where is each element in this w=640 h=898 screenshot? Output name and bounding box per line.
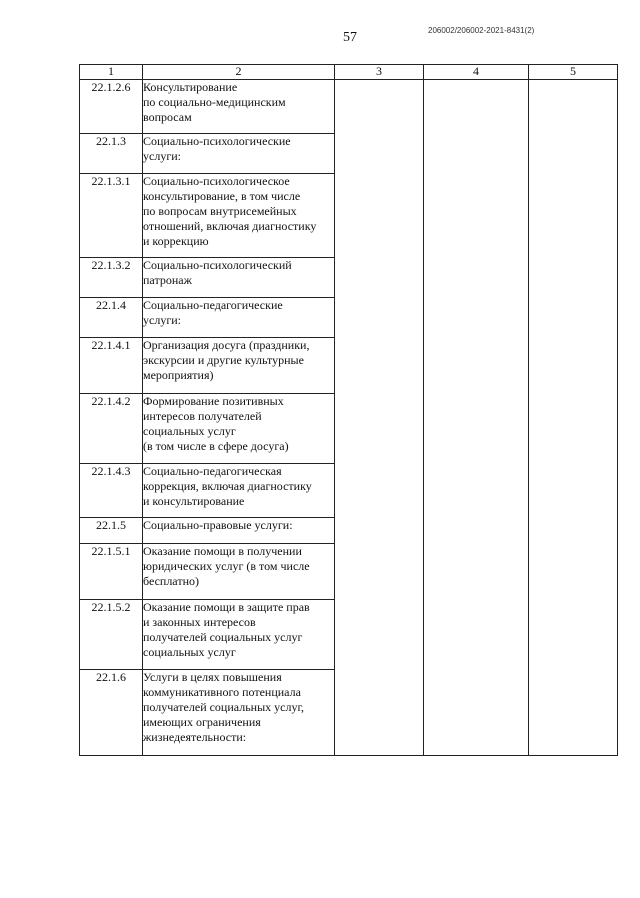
service-description: Консультирование по социально-медицинским вопросам [143, 80, 335, 134]
row-number: 22.1.2.6 [80, 80, 143, 134]
service-description: Социально-правовые услуги: [143, 518, 335, 544]
column-header: 1 [80, 65, 143, 80]
column-header: 2 [143, 65, 335, 80]
service-description: Социально-педагогические услуги: [143, 298, 335, 338]
service-description: Социально-психологические услуги: [143, 134, 335, 174]
table-row [80, 80, 618, 134]
row-number: 22.1.3.1 [80, 174, 143, 258]
services-table [79, 64, 618, 756]
column-header: 3 [335, 65, 424, 80]
row-number: 22.1.4.1 [80, 338, 143, 394]
row-number: 22.1.4.2 [80, 394, 143, 464]
row-number: 22.1.4.3 [80, 464, 143, 518]
page-number: 57 [343, 30, 357, 45]
service-description: Оказание помощи в получении юридических услуг (в том числе бесплатно) [143, 544, 335, 600]
row-number: 22.1.6 [80, 670, 143, 756]
column-header: 5 [529, 65, 618, 80]
service-description: Социально-педагогическая коррекция, включая диагностику и консультирование [143, 464, 335, 518]
header-row [80, 65, 618, 80]
service-description: Услуги в целях повышения коммуникативного потенциала получателей социальных услуг, имеющих ограничения жизнедеятельности: [143, 670, 335, 756]
document-code: 206002/206002-2021-8431(2) [428, 26, 535, 35]
row-number: 22.1.5.1 [80, 544, 143, 600]
column-3-cell [335, 80, 424, 756]
row-number: 22.1.4 [80, 298, 143, 338]
row-number: 22.1.3.2 [80, 258, 143, 298]
service-description: Социально-психологический патронаж [143, 258, 335, 298]
row-number: 22.1.5 [80, 518, 143, 544]
service-description: Социально-психологическое консультирование, в том числе по вопросам внутрисемейных отношений, включая диагностику и коррекцию [143, 174, 335, 258]
column-header: 4 [424, 65, 529, 80]
row-number: 22.1.5.2 [80, 600, 143, 670]
row-number: 22.1.3 [80, 134, 143, 174]
service-description: Оказание помощи в защите прав и законных интересов получателей социальных услуг социальных услуг [143, 600, 335, 670]
column-4-cell [424, 80, 529, 756]
column-5-cell [529, 80, 618, 756]
service-description: Формирование позитивных интересов получателей социальных услуг (в том числе в сфере досуга) [143, 394, 335, 464]
service-description: Организация досуга (праздники, экскурсии и другие культурные мероприятия) [143, 338, 335, 394]
